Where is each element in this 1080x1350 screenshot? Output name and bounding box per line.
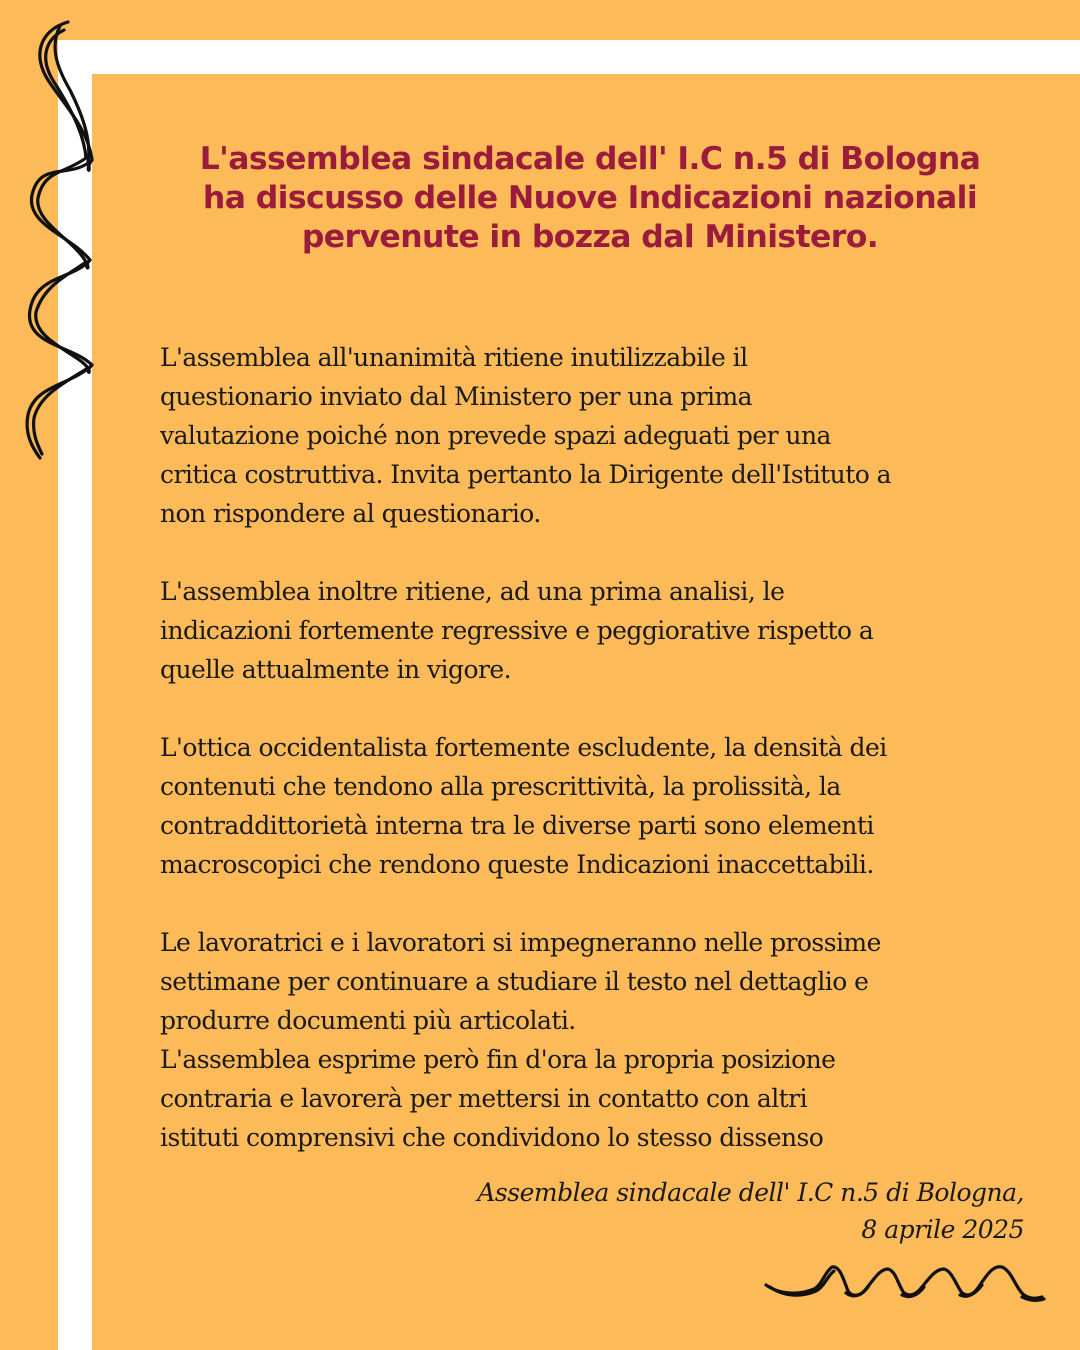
text-line: contraddittorietà interna tra le diverse parti sono elementi [160, 811, 874, 840]
text-line: contraria e lavorerà per mettersi in contatto con altri [160, 1084, 808, 1113]
body-text [160, 338, 1050, 1157]
text-line: questionario inviato dal Ministero per una prima [160, 382, 753, 411]
white-border-top [58, 40, 1080, 74]
text-line: L'assemblea inoltre ritiene, ad una prima analisi, le [160, 577, 785, 606]
title-line: L'assemblea sindacale dell' I.C n.5 di Bologna [199, 141, 981, 177]
text-line: indicazioni fortemente regressive e peggiorative rispetto a [160, 616, 874, 645]
text-line: L'ottica occidentalista fortemente escludente, la densità dei [160, 733, 887, 762]
text-line: L'assemblea esprime però fin d'ora la propria posizione [160, 1045, 836, 1074]
title-line: pervenute in bozza dal Ministero. [301, 219, 879, 255]
paragraph [160, 572, 1050, 689]
text-line: istituti comprensivi che condividono lo stesso dissenso [160, 1123, 824, 1152]
paragraph [160, 923, 1050, 1157]
text-line: settimane per continuare a studiare il testo nel dettaglio e [160, 967, 869, 996]
text-line: contenuti che tendono alla prescrittività, la prolissità, la [160, 772, 841, 801]
text-line: L'assemblea all'unanimità ritiene inutilizzabile il [160, 343, 748, 372]
paragraph [160, 338, 1050, 533]
text-line: critica costruttiva. Invita pertanto la Dirigente dell'Istituto a [160, 460, 891, 489]
signature-author: Assemblea sindacale dell' I.C n.5 di Bologna, [477, 1178, 1024, 1207]
text-line: produrre documenti più articolati. [160, 1006, 576, 1035]
title [130, 140, 1050, 257]
text-line: macroscopici che rendono queste Indicazioni inaccettabili. [160, 850, 874, 879]
paragraph [160, 728, 1050, 884]
squiggle-decoration-icon [0, 10, 110, 460]
text-line: non rispondere al questionario. [160, 499, 541, 528]
text-line: Le lavoratrici e i lavoratori si impegneranno nelle prossime [160, 928, 881, 957]
text-line: valutazione poiché non prevede spazi adeguati per una [160, 421, 831, 450]
signature [477, 1174, 1024, 1248]
text-line: quelle attualmente in vigore. [160, 655, 511, 684]
signature-date: 8 aprile 2025 [861, 1215, 1024, 1244]
wave-decoration-icon [760, 1255, 1050, 1315]
title-line: ha discusso delle Nuove Indicazioni nazionali [202, 180, 978, 216]
